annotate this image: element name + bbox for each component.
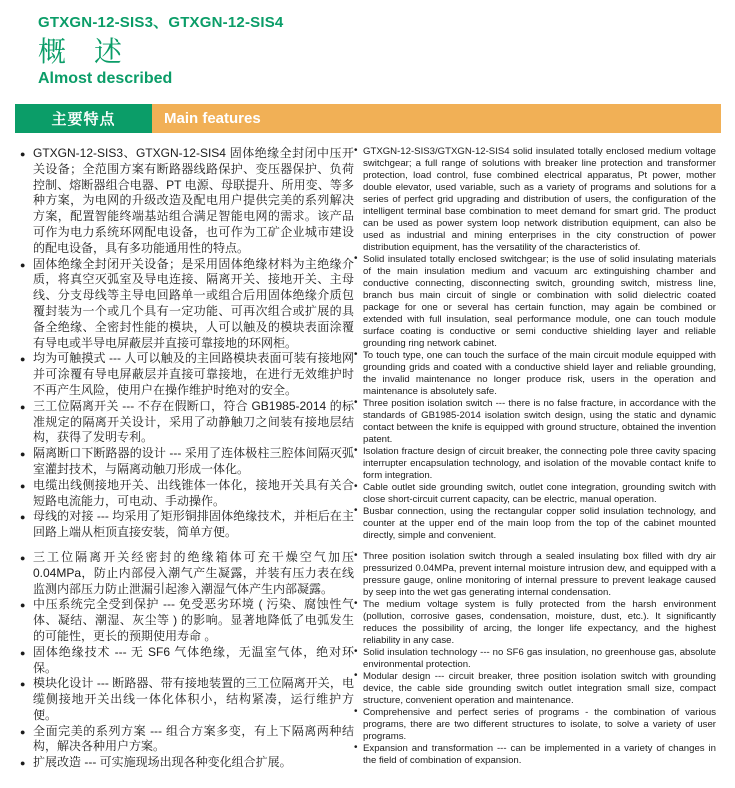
bullet-icon: • bbox=[354, 145, 358, 156]
bullet-icon: ● bbox=[20, 401, 26, 412]
features-list-zh bbox=[20, 146, 354, 771]
bullet-icon: • bbox=[354, 253, 358, 264]
feature-item-zh bbox=[20, 351, 354, 398]
section-title-zh: 主要特点 bbox=[15, 104, 152, 133]
feature-item-en bbox=[354, 707, 716, 743]
feature-text: Solid insulated totally enclosed switchgear; is the use of solid insulating materials of the main insulation medium and vacuum arc extinguishing chamber and conductive connecting, disconnecting switch, grounding switch, mistress line, branch bus main circuit of single or combination with solid dielectric coated package for one or several has certain function, may again be combined or extended with full insulation, seal performance module, one can touch module surface coating is conductive or semi conductive shielding layer and reliable grounding ring network cabinet. bbox=[363, 254, 716, 349]
bullet-icon: ● bbox=[20, 354, 26, 365]
feature-text: Solid insulation technology --- no SF6 gas insulation, no greenhouse gas, absolute environmental protection. bbox=[363, 647, 716, 670]
feature-item-en bbox=[354, 599, 716, 647]
bullet-icon: ● bbox=[20, 449, 26, 460]
feature-text: 扩展改造 --- 可实施现场出现各种变化组合扩展。 bbox=[33, 755, 292, 770]
feature-item-zh bbox=[20, 509, 354, 541]
feature-text: 中压系统完全受到保护 --- 免受恶劣环境 ( 污染、腐蚀性气体、凝结、潮湿、灰尘等 ) 的影响。显著地降低了电弧发生的可能性，更长的预期使用寿命 。 bbox=[33, 597, 354, 643]
feature-item-en bbox=[354, 743, 716, 767]
feature-item-en bbox=[354, 506, 716, 542]
feature-text: 隔离断口下断路器的设计 --- 采用了连体极柱三腔体间隔灭弧室灌封技术，与隔离动触刀形成一体化。 bbox=[33, 446, 354, 476]
feature-item-zh bbox=[20, 676, 354, 723]
feature-text: GTXGN-12-SIS3/GTXGN-12-SIS4 solid insulated totally enclosed medium voltage switchgear; a full range of solutions with breaker line protection and transformer protection, load control, fuse combined electrical apparatus, Pt power, mother double elevator, used variable, such as a variety of programs and solutions for a series of perfect grid upgrading and distribution of users, the configuration of the intelligent terminal base combination to meet demand for smart grid. The product can be used as power system loop network distribution equipment, can also be used as industrial and mining enterprises in the city construction of power distribution equipment, has the versatility of the characteristics of. bbox=[363, 146, 716, 253]
section-title-en: Main features bbox=[152, 104, 721, 133]
feature-text: Modular design --- circuit breaker, three position isolation switch with grounding device, the cable side grounding switch outlet integration small size, compact structure, convenient operation and maintenance. bbox=[363, 671, 716, 706]
feature-item-en bbox=[354, 647, 716, 671]
features-list-en bbox=[354, 146, 716, 771]
feature-text: Comprehensive and perfect series of programs - the combination of various programs, there are two different structures to isolate, to solve a variety of user programs. bbox=[363, 707, 716, 742]
bullet-icon: ● bbox=[20, 512, 26, 523]
feature-text: 电缆出线侧接地开关、出线锥体一体化，接地开关具有关合短路电流能力，可电动、手动操作。 bbox=[33, 477, 354, 508]
bullet-icon: ● bbox=[20, 600, 26, 611]
bullet-icon: ● bbox=[20, 480, 26, 491]
bullet-icon: ● bbox=[20, 647, 26, 658]
feature-text: 固体绝缘技术 --- 无 SF6 气体绝缘，无温室气体，绝对环保。 bbox=[33, 644, 354, 675]
feature-item-en bbox=[354, 551, 716, 599]
bullet-icon: ● bbox=[20, 679, 26, 690]
feature-columns bbox=[20, 146, 722, 771]
feature-text: Isolation fracture design of circuit breaker, the connecting pole three cavity spacing interrupter encapsulation technology, and isolation of the movable contact knife to form integration. bbox=[363, 446, 716, 481]
feature-item-en bbox=[354, 482, 716, 506]
feature-item-zh bbox=[20, 724, 354, 756]
page-header bbox=[38, 11, 283, 88]
feature-text: To touch type, one can touch the surface of the main circuit module equipped with grounding grids and coated with a conductive shield layer and reliable grounding, the invalid maintenance no longer produce risk, users in the operation and maintenance is absolutely safe. bbox=[363, 350, 716, 397]
bullet-icon: • bbox=[354, 742, 358, 753]
bullet-icon: ● bbox=[20, 149, 26, 159]
bullet-icon: ● bbox=[20, 726, 26, 737]
feature-text: 三工位隔离开关经密封的绝缘箱体可充干燥空气加压 0.04MPa，防止内部侵入潮气产生凝露，并装有压力表在线监测内部压力防止泄漏引起渗入潮湿气体产生内部凝露。 bbox=[33, 549, 354, 596]
feature-text: 均为可触摸式 --- 人可以触及的主回路模块表面可装有接地网并可涂覆有导电屏蔽层并直接可靠接地，在进行无效维护时不再产生风险，使用户在操作维护时绝对的安全。 bbox=[33, 351, 354, 397]
bullet-icon: • bbox=[354, 505, 358, 516]
feature-item-zh bbox=[20, 597, 354, 644]
bullet-icon: • bbox=[354, 481, 358, 492]
feature-text: Cable outlet side grounding switch, outlet cone integration, grounding switch with close short-circuit current capacity, can be electric, manual operation. bbox=[363, 482, 716, 505]
bullet-icon: • bbox=[354, 349, 358, 360]
feature-item-zh bbox=[20, 478, 354, 510]
bullet-icon: • bbox=[354, 550, 358, 561]
feature-item-en bbox=[354, 254, 716, 350]
feature-item-en bbox=[354, 398, 716, 446]
bullet-icon: • bbox=[354, 445, 358, 456]
feature-text: 固体绝缘全封闭开关设备；是采用固体绝缘材料为主绝缘介质，将真空灭弧室及导电连接、隔离开关、接地开关、主母线、分支母线等主导电回路单一或组合后用固体绝缘介质包覆封装为一个或几个具有一定功能、可再次组合或扩展的具备全绝缘、全密封性能的模块，人可以触及的模块表面涂覆有导电或半导电屏蔽层并直接可靠接地的环网柜。 bbox=[33, 256, 354, 350]
feature-item-en bbox=[354, 446, 716, 482]
feature-text: Busbar connection, using the rectangular copper solid insulation technology, and counter at the upper end of the main loop from the top of the cabinet mounted directly, simple and convenient. bbox=[363, 506, 716, 541]
feature-text: GTXGN-12-SIS3、GTXGN-12-SIS4 固体绝缘全封闭中压开关设备；全范围方案有断路器线路保护、变压器保护、负荷控制、熔断器组合电器、PT 电源、母联提升、所用变、等多种方案，为电网的升级改造及配电用户提供完美的系列解决方案，配置智能终端基站组合满足智能电网的需求。该产品可作为电力系统环网配电设备，也可作为工矿企业城市建设的配电设备，具有多功能通用性的特点。 bbox=[33, 146, 354, 255]
bullet-icon: • bbox=[354, 706, 358, 717]
feature-text: Three position isolation switch through a sealed insulating box filled with dry air pressurized 0.04MPa, prevent internal moisture intrusion dew, and equipped with a pressure gauge, online monitoring of internal pressure to prevent leakage caused by seep into the wet gas generating internal condensation. bbox=[363, 551, 716, 598]
feature-item-zh bbox=[20, 645, 354, 677]
feature-text: 模块化设计 --- 断路器、带有接地装置的三工位隔离开关，电缆侧接地开关出线一体化体积小，结构紧凑，运行维护方便。 bbox=[33, 676, 354, 722]
product-model-title: GTXGN-12-SIS3、GTXGN-12-SIS4 bbox=[38, 14, 284, 31]
feature-item-zh bbox=[20, 550, 354, 597]
feature-text: 全面完美的系列方案 --- 组合方案多变，有上下隔离两种结构，解决各种用户方案。 bbox=[33, 723, 354, 754]
feature-item-zh bbox=[20, 755, 354, 771]
feature-item-en bbox=[354, 146, 716, 254]
feature-text: Three position isolation switch --- there is no false fracture, in accordance with the standards of GB1985-2014 isolation switch design, using the static and dynamic contact between the knife is equipped with ground structure, obtained the invention patent. bbox=[363, 398, 716, 445]
feature-item-zh bbox=[20, 399, 354, 446]
feature-text: The medium voltage system is fully protected from the harsh environment (pollution, corrosive gases, condensation, moisture, dust, etc.). It significantly reduces the possibility of arcing, the longer life expectancy, and the highest reliability in any case. bbox=[363, 599, 716, 646]
feature-text: 母线的对接 --- 均采用了矩形铜排固体绝缘技术，并柜后在主回路上端从柜顶直接安装，简单方便。 bbox=[33, 509, 354, 540]
bullet-icon: ● bbox=[20, 259, 26, 270]
bullet-icon: ● bbox=[20, 552, 26, 563]
page-title-zh: 概 述 bbox=[38, 35, 123, 68]
feature-item-zh bbox=[20, 257, 354, 352]
feature-item-zh bbox=[20, 146, 354, 257]
bullet-icon: • bbox=[354, 397, 358, 408]
feature-text: Expansion and transformation --- can be implemented in a variety of changes in the field of combination of expansion. bbox=[363, 743, 716, 766]
feature-item-en bbox=[354, 350, 716, 398]
bullet-icon: • bbox=[354, 598, 358, 609]
feature-item-en bbox=[354, 671, 716, 707]
bullet-icon: ● bbox=[20, 758, 26, 769]
feature-item-zh bbox=[20, 446, 354, 478]
feature-text: 三工位隔离开关 --- 不存在假断口，符合 GB1985-2014 的标准规定的隔离开关设计，采用了动静触刀之间装有接地层结构，获得了发明专利。 bbox=[33, 398, 354, 445]
bullet-icon: • bbox=[354, 670, 358, 681]
section-banner bbox=[15, 104, 721, 133]
page-title-en: Almost described bbox=[38, 69, 173, 87]
bullet-icon: • bbox=[354, 646, 358, 657]
